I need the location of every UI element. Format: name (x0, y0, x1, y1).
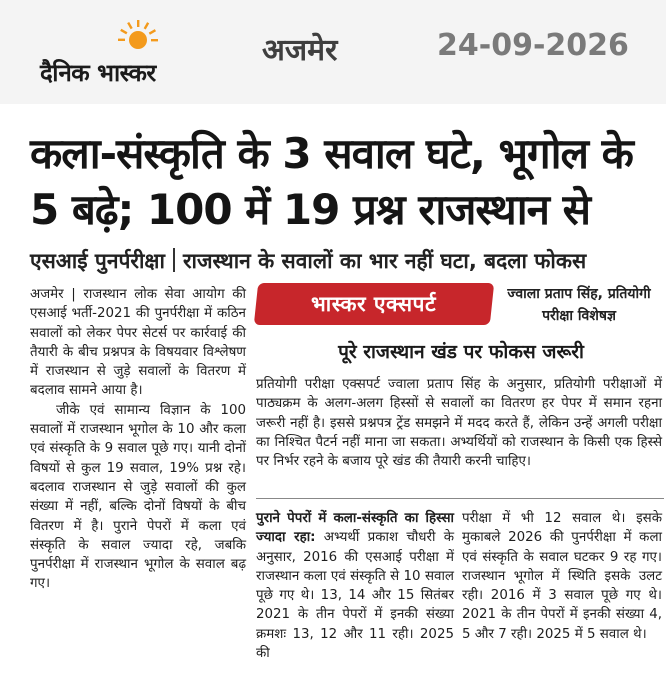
sun-icon (118, 18, 158, 58)
body-paragraph: जीके एवं सामान्य विज्ञान के 100 सवालों में राजस्थान भूगोल के 10 और कला एवं संस्कृति के 9 सवाल पूछे गए। यानी दोनों विषयों से कुल 19 सवाल, 19% प्रश्न रहे। बदलाव राजस्थान से जुड़े सवालों की कुल संख्या में नहीं, बल्कि दोनों विषयों के बीच वितरण में है। पुराने पेपरों में कला एवं संस्कृति के सवाल ज्यादा रहे, जबकि पुनर्परीक्षा में राजस्थान भूगोल के सवाल बढ़ गए। (30, 402, 246, 592)
article-subhead (30, 246, 666, 280)
expert-badge-label: भास्कर एक्सपर्ट (311, 292, 437, 316)
body-column-right (462, 509, 662, 644)
edition-city: अजमेर (262, 33, 338, 68)
logo-wordmark: दैनिक भास्कर (40, 59, 156, 87)
section-lead: पुराने पेपरों में कला-संस्कृति का हिस्सा ज्यादा रहा: (256, 511, 454, 546)
kicker-label: एसआई पुनर्परीक्षा (30, 249, 165, 273)
expert-heading: पूरे राजस्थान खंड पर फोकस जरूरी (338, 341, 584, 363)
expert-body (256, 375, 662, 471)
article-headline: कला-संस्कृति के 3 सवाल घटे, भूगोल के 5 बढ़े; 100 में 19 प्रश्न राजस्थान से (30, 129, 633, 234)
body-column-middle (256, 509, 454, 663)
expert-badge (254, 283, 494, 325)
dainik-bhaskar-logo (40, 18, 230, 88)
body-column-left (30, 285, 246, 594)
expert-byline: ज्वाला प्रताप सिंह, प्रतियोगी परीक्षा विशेषज्ञ (507, 286, 651, 324)
subhead-text: राजस्थान के सवालों का भार नहीं घटा, बदला फोकस (182, 249, 587, 273)
kicker-divider (173, 248, 175, 272)
body-paragraph: परीक्षा में भी 12 सवाल थे। इसके मुकाबले 2026 की पुनर्परीक्षा में कला एवं संस्कृति के सवाल घटकर 9 रह गए। राजस्थान भूगोल में स्थिति इसके उलट रही। 2016 में 3 सवाल पूछे गए थे। 2021 के तीन पेपरों में इनकी संख्या 4, 5 और 7 रही। 2025 में 5 सवाल थे। (462, 511, 662, 642)
body-paragraph: अजमेर | राजस्थान लोक सेवा आयोग की एसआई भर्ती-2021 की पुनर्परीक्षा में कठिन सवालों को लेकर पेपर सेटर्स पर कार्रवाई की तैयारी के बीच प्रश्नपत्र के विषयवार विश्लेषण में राजस्थान से जुड़े सवालों के वितरण में बदलाव सामने आया है। (30, 287, 246, 399)
masthead-bar (0, 0, 666, 104)
body-paragraph (256, 509, 454, 663)
edition-date: 24-09-2026 (437, 28, 629, 63)
expert-paragraph: प्रतियोगी परीक्षा एक्सपर्ट ज्वाला प्रताप सिंह के अनुसार, प्रतियोगी परीक्षाओं में पाठ्यक्रम के अलग-अलग हिस्सों से सवालों का वितरण हर पेपर में समान रहना जरूरी नहीं है। इससे प्रश्नपत्र ट्रेंड समझने में मदद करते हैं, लेकिन उन्हें अगली परीक्षा का निश्चित पैटर्न नहीं माना जा सकता। अभ्यर्थियों को राजस्थान के किसी एक हिस्से पर निर्भर रहने के बजाय पूरे खंड की तैयारी करनी चाहिए। (256, 377, 662, 470)
section-divider (256, 498, 664, 499)
section-text: अभ्यर्थी प्रकाश चौधरी के अनुसार, 2016 की एसआई परीक्षा में राजस्थान कला एवं संस्कृति से 10 सवाल पूछे गए थे। 13, 14 और 15 सितंबर 2021 के तीन पेपरों में इनकी संख्या क्रमशः 13, 12 और 11 रही। 2025 की (256, 530, 454, 662)
